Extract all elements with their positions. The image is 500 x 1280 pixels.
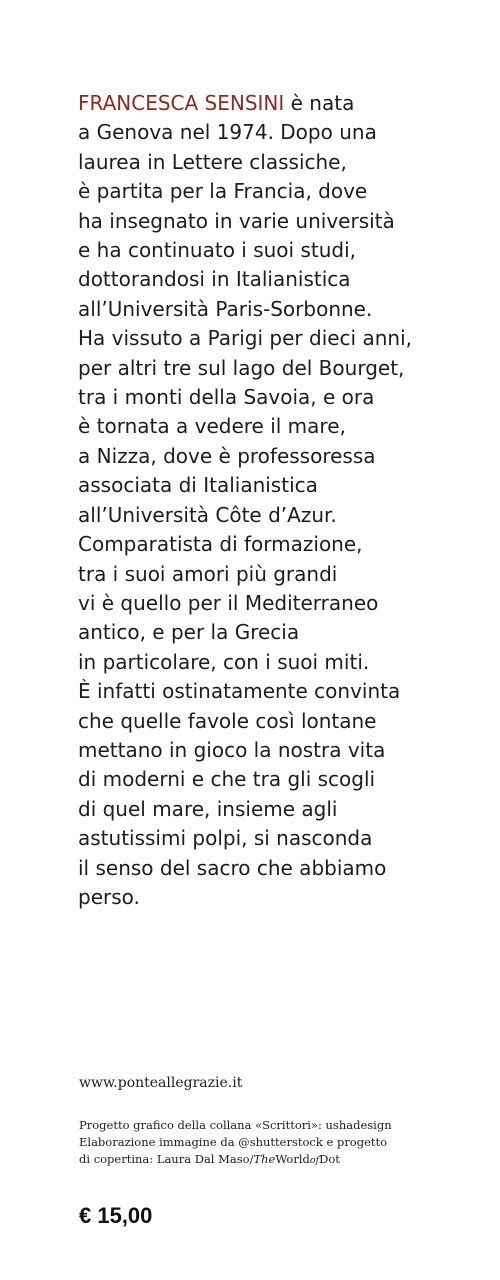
bio-line: e ha continuato i suoi studi, — [78, 238, 357, 263]
bio-line: il senso del sacro che abbiamo — [78, 855, 387, 880]
credits-line3-prefix: di copertina: Laura Dal Maso/ — [79, 1152, 254, 1166]
bio-line: Comparatista di formazione, — [78, 532, 363, 557]
bio-line: a Nizza, dove è professoressa — [78, 443, 376, 468]
bio-line: in particolare, con i suoi miti. — [78, 649, 370, 674]
bio-line: vi è quello per il Mediterraneo — [78, 590, 379, 615]
bio-line: antico, e per la Grecia — [78, 620, 300, 645]
bio-line: perso. — [78, 884, 140, 909]
studio-name-the: The — [253, 1152, 276, 1166]
bio-line: associata di Italianistica — [78, 473, 318, 498]
bio-line: all’Università Paris-Sorbonne. — [78, 296, 373, 321]
bio-line: tra i monti della Savoia, e ora — [78, 385, 375, 410]
bio-first-line-rest: è nata — [284, 91, 355, 115]
bio-line: astutissimi polpi, si nasconda — [78, 826, 373, 851]
bio-line: laurea in Lettere classiche, — [78, 149, 347, 174]
bio-line: tra i suoi amori più grandi — [78, 561, 338, 586]
design-credits — [79, 1117, 392, 1169]
bio-line: è tornata a vedere il mare, — [78, 414, 346, 439]
credits-line: Elaborazione immagine da @shutterstock e progetto — [79, 1135, 388, 1149]
bio-line: ha insegnato in varie università — [78, 208, 395, 233]
studio-name-dot: Dot — [319, 1152, 340, 1166]
studio-name-of: of — [309, 1155, 320, 1166]
bio-line: per altri tre sul lago del Bourget, — [78, 355, 405, 380]
bio-line: di moderni e che tra gli scogli — [78, 767, 376, 792]
credits-line: Progetto grafico della collana «Scrittori»: ushadesign — [79, 1118, 392, 1132]
author-biography — [78, 89, 488, 912]
bio-line: È infatti ostinatamente convinta — [78, 679, 401, 704]
bio-line: a Genova nel 1974. Dopo una — [78, 120, 377, 145]
studio-name-world: World — [275, 1152, 310, 1166]
bio-line: di quel mare, insieme agli — [78, 796, 338, 821]
publisher-website-link[interactable]: www.ponteallegrazie.it — [79, 1075, 243, 1091]
credits-line — [79, 1151, 392, 1169]
price-label: € 15,00 — [79, 1203, 153, 1228]
bio-line: dottorandosi in Italianistica — [78, 267, 351, 292]
bio-line: è partita per la Francia, dove — [78, 179, 368, 204]
bio-first-line — [78, 89, 488, 118]
bio-line: all’Università Côte d’Azur. — [78, 502, 337, 527]
bio-line: Ha vissuto a Parigi per dieci anni, — [78, 326, 412, 351]
author-name: FRANCESCA SENSINI — [78, 91, 285, 115]
bio-line: mettano in gioco la nostra vita — [78, 737, 386, 762]
bio-line: che quelle favole così lontane — [78, 708, 377, 733]
